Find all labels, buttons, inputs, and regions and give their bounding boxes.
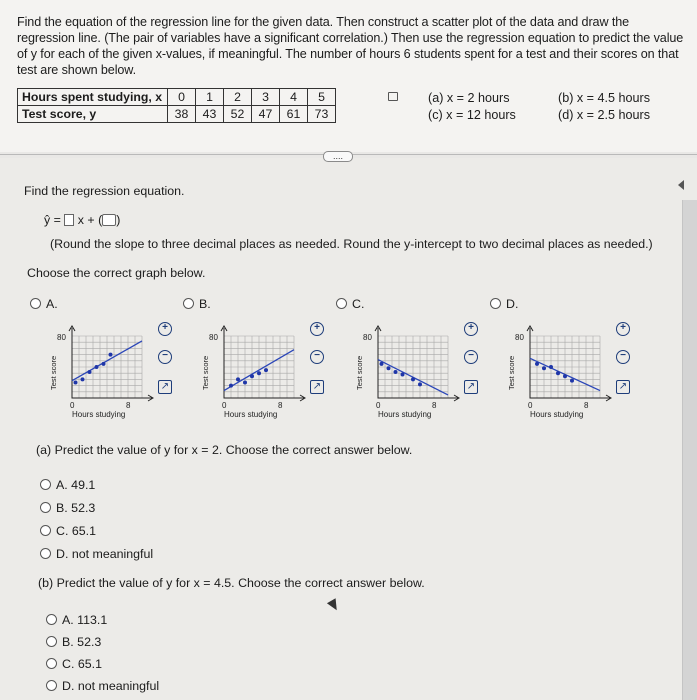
x-tick-label: 8	[584, 401, 589, 410]
data-point	[81, 377, 85, 381]
radio-button[interactable]	[40, 479, 51, 490]
data-point	[418, 382, 422, 386]
data-point	[394, 370, 398, 374]
x-plus-label: x +	[77, 213, 95, 227]
part-d-label: (d) x = 2.5 hours	[558, 108, 651, 122]
graph-d	[506, 318, 656, 423]
row-label-x: Hours spent studying, x	[18, 89, 168, 106]
choose-graph-prompt: Choose the correct graph below.	[27, 266, 206, 280]
data-point	[549, 365, 553, 369]
table-cell: 4	[280, 89, 308, 106]
close-paren: )	[116, 213, 121, 227]
table-cell: 61	[280, 106, 308, 123]
graph-option-a[interactable]: A.	[30, 297, 58, 311]
graph-a	[48, 318, 198, 423]
x-tick-label: 8	[126, 401, 131, 410]
zoom-out-icon[interactable]: −	[310, 350, 324, 364]
table-cell: 73	[308, 106, 336, 123]
data-point	[264, 368, 268, 372]
part-b-prompt: (b) Predict the value of y for x = 4.5. Choose the correct answer below.	[38, 576, 425, 590]
radio-button[interactable]	[40, 548, 51, 559]
x-tick-label: 8	[278, 401, 283, 410]
table-cell: 38	[168, 106, 196, 123]
table-cell: 3	[252, 89, 280, 106]
open-paren: (	[98, 213, 103, 227]
axes	[378, 328, 458, 398]
zoom-in-icon[interactable]: +	[310, 322, 324, 336]
y-tick-label: 80	[57, 333, 66, 342]
x-tick-label: 8	[432, 401, 437, 410]
part-b-option-b[interactable]: B. 52.3	[46, 635, 101, 649]
data-point	[88, 370, 92, 374]
part-a-option-c[interactable]: C. 65.1	[40, 524, 96, 538]
data-point	[95, 365, 99, 369]
radio-button[interactable]	[46, 636, 57, 647]
x-axis-label: Hours studying	[72, 410, 126, 419]
part-b-label: (b) x = 4.5 hours	[558, 91, 651, 105]
expand-icon[interactable]: ↗	[310, 380, 324, 394]
grid	[72, 336, 142, 398]
radio-button[interactable]	[183, 298, 194, 309]
table-row	[18, 89, 336, 106]
regression-equation	[44, 213, 120, 228]
y-axis-label: Test score	[201, 355, 210, 390]
zoom-in-icon[interactable]: +	[464, 322, 478, 336]
data-point	[257, 371, 261, 375]
rounding-note: (Round the slope to three decimal places as needed. Round the y-intercept to two decimal places as needed.)	[50, 237, 653, 251]
axes	[72, 328, 152, 398]
expand-icon[interactable]: ↗	[464, 380, 478, 394]
data-point	[229, 384, 233, 388]
data-point	[411, 377, 415, 381]
grid	[530, 336, 600, 398]
graph-option-b[interactable]: B.	[183, 297, 211, 311]
radio-button[interactable]	[40, 502, 51, 513]
expand-icon[interactable]: ↗	[616, 380, 630, 394]
graph-c	[354, 318, 504, 423]
part-a-option-d[interactable]: D. not meaningful	[40, 547, 153, 561]
scrollbar[interactable]	[682, 200, 697, 700]
radio-button[interactable]	[40, 525, 51, 536]
table-row	[18, 106, 336, 123]
radio-button[interactable]	[46, 614, 57, 625]
part-b-option-a[interactable]: A. 113.1	[46, 613, 107, 627]
part-a-label: (a) x = 2 hours	[428, 91, 510, 105]
expand-icon[interactable]: ↗	[158, 380, 172, 394]
x-axis-label: Hours studying	[530, 410, 584, 419]
radio-button[interactable]	[46, 658, 57, 669]
table-cell: 0	[168, 89, 196, 106]
table-cell: 43	[196, 106, 224, 123]
part-a-option-a[interactable]: A. 49.1	[40, 478, 95, 492]
radio-button[interactable]	[46, 680, 57, 691]
part-c-label: (c) x = 12 hours	[428, 108, 516, 122]
axes	[530, 328, 610, 398]
y-tick-label: 80	[209, 333, 218, 342]
zoom-out-icon[interactable]: −	[158, 350, 172, 364]
copy-table-icon[interactable]	[388, 92, 398, 101]
part-a-option-b[interactable]: B. 52.3	[40, 501, 95, 515]
intercept-input[interactable]	[102, 214, 116, 226]
x-tick-label: 0	[528, 401, 533, 410]
find-regression-heading: Find the regression equation.	[24, 184, 185, 198]
slope-input[interactable]	[64, 214, 74, 226]
data-point	[570, 379, 574, 383]
expand-button[interactable]: ....	[323, 151, 353, 162]
y-tick-label: 80	[363, 333, 372, 342]
data-point	[542, 366, 546, 370]
zoom-out-icon[interactable]: −	[616, 350, 630, 364]
y-axis-label: Test score	[49, 355, 58, 390]
y-axis-label: Test score	[355, 355, 364, 390]
data-table	[17, 88, 336, 123]
x-tick-label: 0	[222, 401, 227, 410]
table-cell: 52	[224, 106, 252, 123]
zoom-out-icon[interactable]: −	[464, 350, 478, 364]
part-b-option-c[interactable]: C. 65.1	[46, 657, 102, 671]
zoom-in-icon[interactable]: +	[158, 322, 172, 336]
data-point	[243, 381, 247, 385]
collapse-arrow-icon[interactable]	[678, 180, 684, 190]
data-point	[109, 353, 113, 357]
data-point	[563, 374, 567, 378]
table-cell: 47	[252, 106, 280, 123]
y-axis-label: Test score	[507, 355, 516, 390]
data-point	[380, 362, 384, 366]
graph-option-c[interactable]: C.	[336, 297, 364, 311]
table-cell: 1	[196, 89, 224, 106]
question-text: Find the equation of the regression line for the given data. Then construct a scatter plot of the data and draw the regression line. (The pair of variables have a significant correlation.) Then use the regression equation to predict the value of y for each of the given x-values, if meaningful. The number of hours 6 students spent for a test and their scores on that test are shown below.	[17, 15, 684, 77]
data-point	[250, 374, 254, 378]
x-tick-label: 0	[70, 401, 75, 410]
x-axis-label: Hours studying	[378, 410, 432, 419]
radio-button[interactable]	[490, 298, 501, 309]
data-point	[556, 371, 560, 375]
grid	[224, 336, 294, 398]
part-b-option-d[interactable]: D. not meaningful	[46, 679, 159, 693]
table-cell: 5	[308, 89, 336, 106]
data-point	[74, 381, 78, 385]
graph-b	[200, 318, 350, 423]
part-a-prompt: (a) Predict the value of y for x = 2. Choose the correct answer below.	[36, 443, 413, 457]
data-point	[236, 377, 240, 381]
zoom-in-icon[interactable]: +	[616, 322, 630, 336]
axes	[224, 328, 304, 398]
data-point	[102, 362, 106, 366]
data-point	[401, 372, 405, 376]
graph-option-d[interactable]: D.	[490, 297, 518, 311]
radio-button[interactable]	[336, 298, 347, 309]
radio-button[interactable]	[30, 298, 41, 309]
data-point	[535, 362, 539, 366]
y-tick-label: 80	[515, 333, 524, 342]
row-label-y: Test score, y	[18, 106, 168, 123]
yhat-label: ŷ =	[44, 213, 61, 227]
table-cell: 2	[224, 89, 252, 106]
data-point	[387, 366, 391, 370]
x-axis-label: Hours studying	[224, 410, 278, 419]
x-tick-label: 0	[376, 401, 381, 410]
